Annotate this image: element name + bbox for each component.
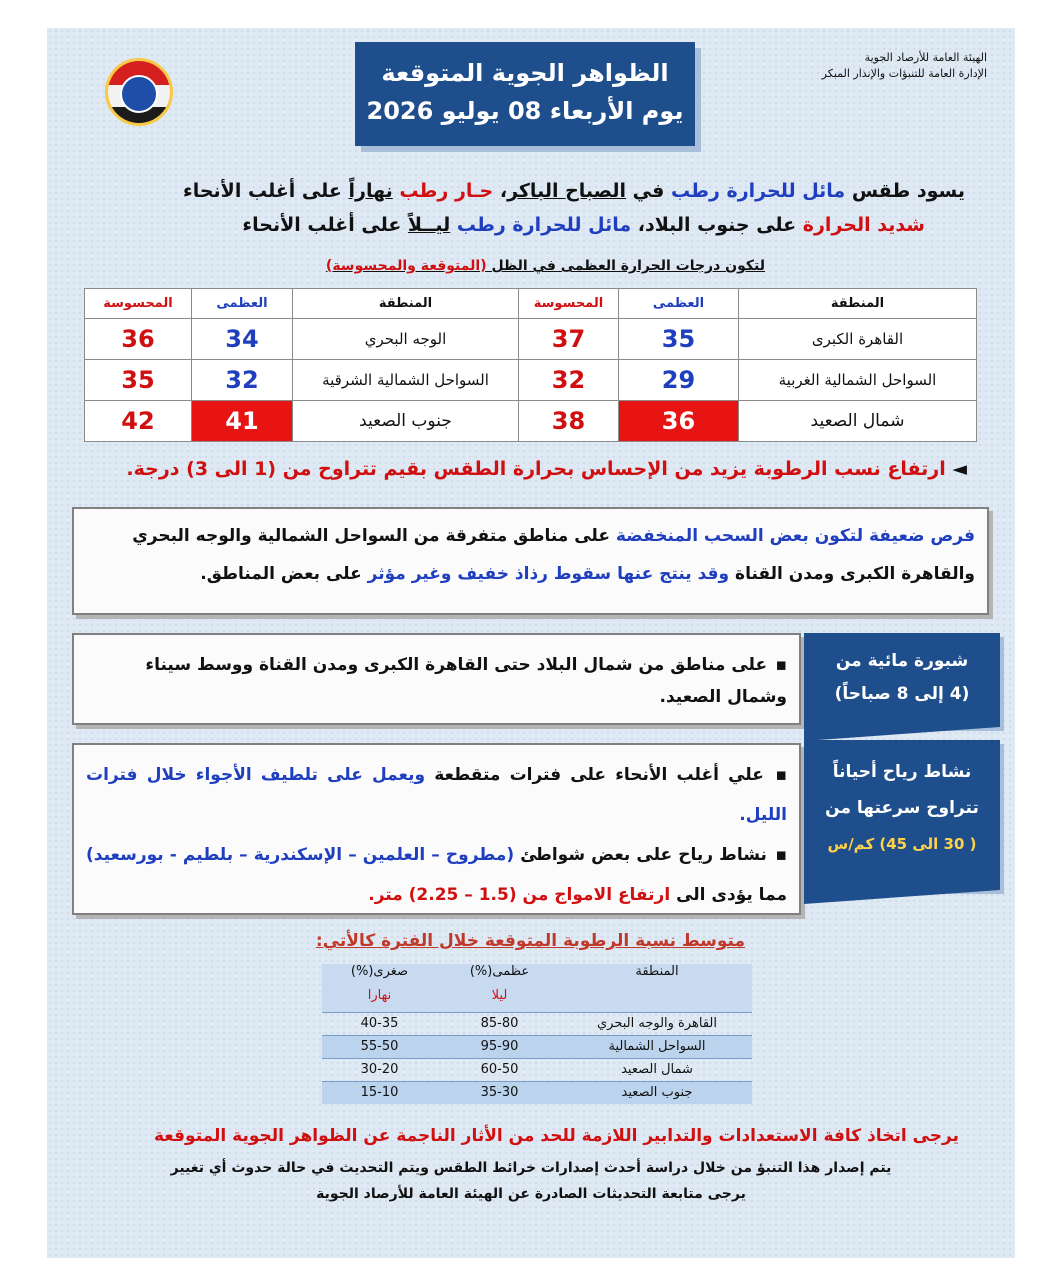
date-line: يوم الأربعاء 08 يوليو 2026: [366, 97, 684, 125]
wind-text: ويعمل على تلطيف الأجواء خلال فترات الليل.: [86, 765, 787, 825]
max-temp-cell: 32: [192, 360, 293, 401]
agency-name: الهيئة العامة للأرصاد الجوية: [864, 51, 987, 64]
region-cell: جنوب الصعيد: [562, 1081, 752, 1104]
feels-like-cell: 35: [85, 360, 192, 401]
table-row: [322, 1058, 752, 1081]
table-row: [85, 401, 977, 442]
caption-text: لتكون درجات الحرارة العظمى في الظل: [486, 258, 765, 274]
fog-time-text: (4 إلى 8 صباحاً): [834, 684, 970, 704]
column-header: المحسوسة: [519, 289, 619, 319]
wind-speed-text: ( 30 الى 45) كم/س: [827, 835, 977, 853]
agency-header: [822, 50, 987, 82]
max-humidity-cell: 95-90: [437, 1035, 562, 1058]
table-row: [322, 1012, 752, 1035]
max-temp-alert-cell: 41: [192, 401, 293, 442]
ema-logo-icon: [105, 58, 173, 126]
clouds-text: فرص ضعيفة لتكون بعض السحب المنخفضة: [615, 526, 975, 546]
footer-note: يتم إصدار هذا التنبؤ من خلال دراسة أحدث إصدارات خرائط الطقس ويتم التحديث في حالة حدوث أي تغيير: [170, 1160, 892, 1176]
table-row: [85, 319, 977, 360]
max-humidity-cell: 35-30: [437, 1081, 562, 1104]
min-humidity-cell: 55-50: [322, 1035, 437, 1058]
intro-text: ليــلاً: [407, 214, 451, 236]
intro-text: [450, 214, 457, 236]
bullet-icon: ▪: [775, 845, 787, 865]
intro-text: على أغلب الأنحاء: [242, 214, 408, 236]
intro-text: على جنوب البلاد،: [631, 214, 803, 236]
intro-text: نهاراً: [348, 180, 393, 202]
clouds-text: وقد ينتج عنها سقوط رذاذ خفيف وغير مؤثر: [367, 564, 730, 584]
column-header: صغرى(%): [322, 964, 437, 988]
fog-text: على مناطق من شمال البلاد حتى القاهرة الكبرى ومدن القناة ووسط سيناء وشمال الصعيد.: [145, 655, 787, 707]
column-header: المنطقة: [293, 289, 519, 319]
feels-like-cell: 38: [519, 401, 619, 442]
footer-note: يرجى متابعة التحديثات الصادرة عن الهيئة العامة للأرصاد الجوية: [316, 1186, 746, 1202]
region-cell: السواحل الشمالية الشرقية: [293, 360, 519, 401]
column-header: العظمى: [192, 289, 293, 319]
humidity-effect-note: [126, 458, 967, 480]
fog-label-text: شبورة مائية من: [835, 651, 969, 671]
ribbon-tail-icon: [804, 890, 1000, 904]
column-subheader: ليلا: [437, 988, 562, 1012]
fog-box: [72, 633, 801, 725]
general-forecast: [105, 174, 965, 242]
department-name: الإدارة العامة للتنبؤات والإنذار المبكر: [821, 67, 987, 80]
wind-text: نشاط رياح على بعض شواطئ: [514, 845, 767, 865]
column-header: المنطقة: [562, 964, 752, 988]
wind-box: [72, 743, 801, 915]
table-row: [322, 1081, 752, 1104]
region-cell: جنوب الصعيد: [293, 401, 519, 442]
min-humidity-cell: 30-20: [322, 1058, 437, 1081]
column-header: المنطقة: [739, 289, 977, 319]
table-header: [322, 964, 752, 988]
intro-text: الصباح الباكر: [507, 180, 627, 202]
feels-like-cell: 37: [519, 319, 619, 360]
intro-text: ،: [493, 180, 508, 202]
clouds-text: على مناطق متفرقة من السواحل الشمالية والوجه البحري والقاهرة الكبرى ومدن القناة: [132, 526, 975, 584]
intro-text: حـار رطب: [399, 180, 494, 202]
temp-table-caption: [326, 258, 765, 274]
max-temp-cell: 29: [619, 360, 739, 401]
intro-text: على أغلب الأنحاء: [183, 180, 349, 202]
arrow-icon: ◄: [952, 458, 967, 480]
intro-text: مائل للحرارة رطب: [456, 214, 632, 236]
min-humidity-cell: 15-10: [322, 1081, 437, 1104]
caption-highlight: (المتوقعة والمحسوسة): [325, 258, 487, 274]
column-header: العظمى: [619, 289, 739, 319]
column-subheader: نهارا: [322, 988, 437, 1012]
table-header: [85, 289, 977, 319]
wind-text: علي أغلب الأنحاء على فترات متقطعة: [425, 765, 764, 785]
max-temp-cell: 35: [619, 319, 739, 360]
intro-text: مائل للحرارة رطب: [670, 180, 846, 202]
feels-like-cell: 36: [85, 319, 192, 360]
column-header: عظمى(%): [437, 964, 562, 988]
wind-text: (مطروح – العلمين – الإسكندرية – بلطيم - بورسعيد): [86, 845, 515, 865]
clouds-text: على بعض المناطق.: [200, 564, 368, 584]
region-cell: شمال الصعيد: [562, 1058, 752, 1081]
max-temp-alert-cell: 36: [619, 401, 739, 442]
precaution-warning: يرجى اتخاذ كافة الاستعدادات والتدابير اللازمة للحد من الأثار الناجمة عن الظواهر الجوية المتوقعة: [154, 1126, 959, 1146]
wind-text: ارتفاع الامواج من (1.5 – 2.25) متر.: [368, 885, 671, 905]
fog-label: [804, 633, 1000, 727]
intro-text: في: [626, 180, 671, 202]
intro-text: شديد الحرارة: [802, 214, 925, 236]
table-subheader: [322, 988, 752, 1012]
bulletin-page: [47, 28, 1015, 1258]
region-cell: السواحل الشمالية الغربية: [739, 360, 977, 401]
humidity-table: [322, 964, 752, 1104]
wind-label-text: تتراوح سرعتها من: [825, 798, 979, 818]
table-row: [322, 1035, 752, 1058]
region-cell: القاهرة الكبرى: [739, 319, 977, 360]
max-humidity-cell: 85-80: [437, 1012, 562, 1035]
ribbon-tail-icon: [804, 727, 1000, 741]
max-humidity-cell: 60-50: [437, 1058, 562, 1081]
wind-label-text: نشاط رياح أحياناً: [832, 762, 972, 782]
feels-like-cell: 32: [519, 360, 619, 401]
wind-label: [804, 740, 1000, 890]
region-cell: السواحل الشمالية: [562, 1035, 752, 1058]
humidity-table-title: متوسط نسبة الرطوبة المتوقعة خلال الفترة كالأتي:: [315, 931, 745, 951]
column-header: المحسوسة: [85, 289, 192, 319]
wind-text: مما يؤدى الى: [670, 885, 787, 905]
feels-like-cell: 42: [85, 401, 192, 442]
clouds-box: [72, 507, 989, 615]
title-line: الظواهر الجوية المتوقعة: [381, 59, 669, 87]
bullet-icon: ▪: [775, 765, 787, 785]
bullet-icon: ▪: [775, 655, 787, 675]
max-temp-cell: 34: [192, 319, 293, 360]
region-cell: الوجه البحري: [293, 319, 519, 360]
region-cell: شمال الصعيد: [739, 401, 977, 442]
bulletin-title: [355, 42, 695, 146]
table-row: [85, 360, 977, 401]
note-text: ارتفاع نسب الرطوبة يزيد من الإحساس بحرارة الطقس بقيم تتراوح من (1 الى 3) درجة.: [126, 458, 946, 480]
min-humidity-cell: 40-35: [322, 1012, 437, 1035]
region-cell: القاهرة والوجه البحري: [562, 1012, 752, 1035]
intro-text: يسود طقس: [845, 180, 965, 202]
temperature-table: [84, 288, 977, 442]
